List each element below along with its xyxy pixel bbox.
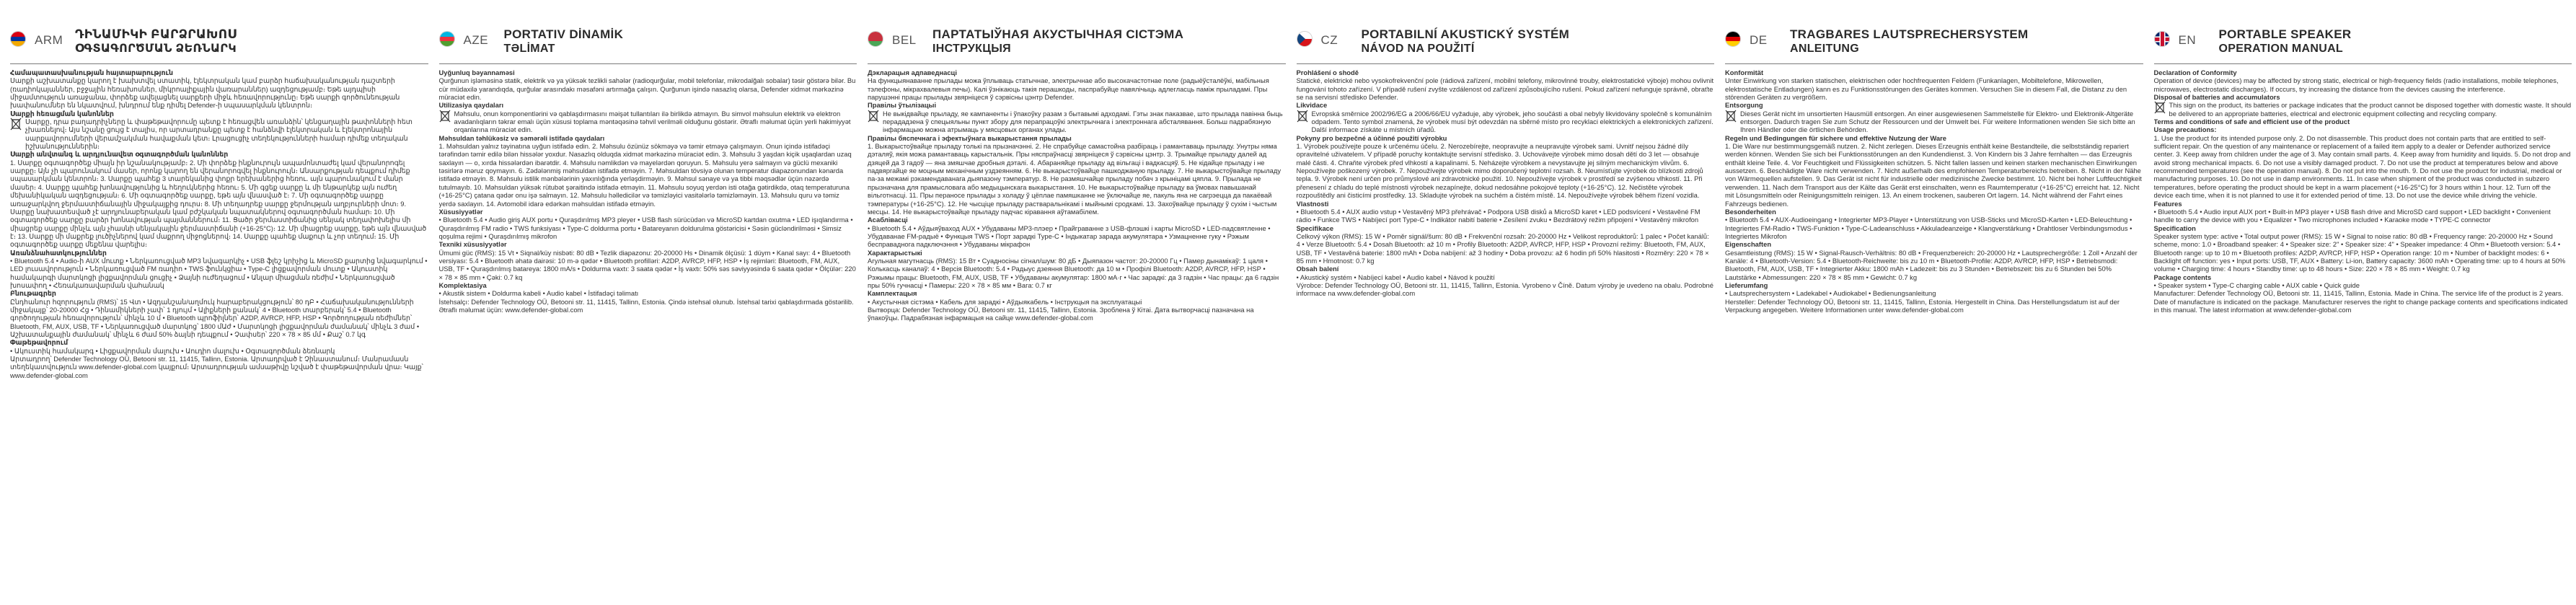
section-heading: Камплектацыя [868, 289, 917, 298]
manual-subtitle: ՕԳՏԱԳՈՐԾՄԱՆ ՁԵՌՆԱՐԿ [75, 43, 237, 55]
header-divider [10, 63, 428, 64]
paragraph: 1. Սարքը օգտագործեք միայն իր նշանակությամբ։ 2. Մի փորձեք ինքնուրույն ապամոնտաժել կամ վերանորոգել սարքը։ Այն չի պարունակում մասեր, որոնք կարող են վերանորոգվել ինքնուրույն։ Անսարքության դեպքում դիմեք սպասարկման կենտրոն։ 3. Սարքը պահեք 3 տարեկանից փոքր երեխաներից հեռու․ այն պարունակում է մանր մասեր։ 4. Սարքը պահեք խոնավությունից և հեղուկներից հեռու։ 5. Մի գցեք սարքը և մի ենթարկեք այն ուժեղ մեխանիկական ազդեցության։ 6. Մի օգտագործեք սարքը, եթե այն վնասված է։ 7. Մի օգտագործեք սարքը առաջարկվող ջերմաստիճանային միջակայքից դուրս։ 8. Մի տեղադրեք սարքը ջերմության աղբյուրների մոտ։ 9. Սարքը նախատեսված չէ արդյունաբերական կամ բժշկական նպատակներով օգտագործման համար։ 10. Մի օգտագործեք սարքը բարձր խոնավության պայմաններում։ 11. Ցածր ջերմաստիճանից սենյակ տեղափոխելիս մի միացրեք սարքը մինչև այն չհասնի սենյակային ջերմաստիճանի (+16-25°C)։ 12. Մի միացրեք սարքը, եթե այն վնասված է։ 13. Սարքը մի մաքրեք լուծիչներով կամ մաքրող միջոցներով։ 14. Սարքը պահեք մաքուր և չոր տեղում։ 15. Մի օգտագործեք սարքը մեքենա վարելիս։ [10, 158, 427, 249]
language-column-en [2154, 27, 2572, 604]
section-heading: Pokyny pro bezpečné a účinné použití výrobku [1296, 133, 1447, 142]
section-heading: Specifikace [1296, 224, 1334, 232]
header-divider [1297, 63, 1715, 64]
section-heading: Асаблівасці [868, 216, 908, 224]
flag-icon [10, 31, 26, 47]
title-block [75, 27, 237, 56]
paragraph: • Speaker system • Type-C charging cable • AUX cable • Quick guide [2153, 281, 2360, 289]
section-heading: Правілы ўтылізацыі [868, 101, 937, 110]
title-block [2219, 27, 2352, 56]
disposal-text: Dieses Gerät nicht im unsortierten Hausmüll entsorgen. An einer ausgewiesenen Sammelstelle für Elektro- und Elektronik-Altgeräte entsorgen. Dadurch tragen Sie zum Schutz der Ressourcen und der Umwelt bei. Für weitere Informationen wenden Sie sich bitte an Ihren Händler oder die örtlichen Behörden. [1740, 109, 2135, 134]
paragraph: 1. Výrobek používejte pouze k určenému účelu. 2. Nerozebírejte, neopravujte a neupravujte výrobek sami. Uvnitř nejsou žádné díly opravitelné uživatelem. V případě poruchy kontaktujte servisní středisko. 3. Uchovávejte výrobek mimo dosah dětí do 3 let — obsahuje malé části. 4. Chraňte výrobek před vlhkostí a kapalinami. 5. Neházejte výrobkem a nevystavujte jej silným mechanickým vlivům. 6. Nepoužívejte poškozený výrobek. 7. Nepoužívejte výrobek mimo doporučený teplotní rozsah. 8. Neumísťujte výrobek do blízkosti zdrojů tepla. 9. Výrobek není určen pro průmyslové ani zdravotnické použití. 10. Nepoužívejte výrobek v prostředí se zvýšenou vlhkostí. 11. Při přenesení z chladu do teplé místnosti výrobek nezapínejte, dokud nedosáhne pokojové teploty (+16-25°C). 12. Nečistěte výrobek rozpouštědly ani čisticími prostředky. 13. Skladujte výrobek na suchém a čistém místě. 14. Nepoužívejte výrobek během řízení vozidla. [1296, 142, 1703, 200]
disposal-notice [1725, 110, 2143, 134]
section-heading: Utilizasiya qaydaları [438, 101, 504, 110]
product-title: PORTABLE SPEAKER [2218, 27, 2352, 41]
paragraph: • Bluetooth 5.4 • Audio input AUX port • Built-in MP3 player • USB flash drive and MicroSD card support • LED backlight • Convenient handle to carry the device with you • Equalizer • Two microphones included • Karaoke mode • TYPE-C connector [2153, 207, 2551, 224]
paragraph: • Акустычная сістэма • Кабель для зарадкі • Аўдыякабель • Інструкцыя па эксплуатацыі [868, 297, 1142, 306]
paragraph: Operation of device (devices) may be affected by strong static, electrical or high-frequency fields (radio installations, mobile telephones, microwaves, electrostatic discharges). If occurs, try increasing the distance from the devices causing the interference. [2153, 76, 2559, 93]
disposal-text: This sign on the product, its batteries or package indicates that the product cannot be disposed together with domestic waste. It should be delivered to an appropriate batteries, electrical and electronic equipment collecting and recycling company. [2169, 101, 2572, 118]
section-heading: Komplektasiya [438, 281, 487, 289]
section-heading: Besonderheiten [1725, 207, 1776, 216]
paragraph: Արտադրող՝ Defender Technology OÜ, Betooni str. 11, 11415, Tallinn, Estonia. Արտադրված է Չինաստանում։ Մանրամասն տեղեկատվություն www.defender-global.com կայքում։ Արտադրության ամսաթիվը նշված է փաթեթավորման վրա։ Կայք՝ www.defender-global.com [10, 355, 423, 379]
section-heading: Prohlášení o shodě [1296, 69, 1359, 76]
column-header [1297, 27, 1715, 63]
manual-subtitle: ІНСТРУКЦЫЯ [932, 43, 1011, 55]
title-block [932, 27, 1183, 56]
disposal-text: Не выкідвайце прыладу, яе кампаненты і ўпакоўку разам з бытавымі адходамі. Гэты знак паказвае, што прылада павінна быць перададзена ў спецыяльны пункт збору для перапрацоўкі электрычнага і электроннага абсталявання. Больш падрабязную інфармацыю можна атрымаць у мясцовых органах улады. [883, 109, 1283, 134]
flag-icon [2154, 31, 2170, 47]
product-title: ПАРТАТЫЎНАЯ АКУСТЫЧНАЯ СІСТЭМА [932, 27, 1184, 41]
manual-body [868, 69, 1286, 322]
paragraph: Celkový výkon (RMS): 15 W • Poměr signál/šum: 80 dB • Frekvenční rozsah: 20-20000 Hz • Velikost reproduktorů: 1 palec • Počet kanálů: 4 • Verze Bluetooth: 5.4 • Dosah Bluetooth: až 10 m • Profily Bluetooth: A2DP, AVRCP, HFP, HSP • Provozní režimy: Bluetooth, FM, AUX, USB, TF • Vestavěná baterie: 1800 mAh • Doba nabíjení: až 3 hodiny • Doba provozu: až 6 hodin při 50% hlasitosti • Rozměry: 220 × 78 × 85 mm • Hmotnost: 0.7 kg [1296, 231, 1709, 265]
column-header [868, 27, 1286, 63]
title-block [1362, 27, 1570, 56]
paragraph: • Bluetooth 5.4 • AUX audio vstup • Vestavěný MP3 přehrávač • Podpora USB disků a MicroSD karet • LED podsvícení • Vestavěné FM rádio • Funkce TWS • Nabíjecí port Type-C • Indikátor nabití baterie • Zesílení zvuku • Bezdrátový režim připojení • Vestavěný mikrofon [1296, 207, 1701, 224]
product-title: PORTABILNÍ AKUSTICKÝ SYSTÉM [1361, 27, 1570, 41]
column-header [439, 27, 857, 63]
column-header [2154, 27, 2572, 63]
paragraph: • Bluetooth 5.4 • AUX-Audioeingang • Integrierter MP3-Player • Unterstützung von USB-Sticks und MicroSD-Karten • LED-Beleuchtung • Integriertes FM-Radio • TWS-Funktion • Type-C-Ladeanschluss • Akkuladeanzeige • Klangverstärkung • Drahtloser Verbindungsmodus • Integriertes Mikrofon [1725, 216, 2132, 240]
section-heading: Առանձնահատկություններ [10, 248, 107, 257]
section-heading: Obsah balení [1296, 265, 1339, 273]
paragraph: Speaker system type: active • Total output power (RMS): 15 W • Signal to noise ratio: 80 dB • Frequency range: 20-20000 Hz • Sound scheme, mono: 1.0 • Broadband speaker: 4 • Speaker size: 2" • Speaker size: 4" • Speaker impedance: 4 Ohm • Bluetooth version: 5.4 • Bluetooth range: up to 10 m • Bluetooth profiles: A2DP, AVRCP, HFP, HSP • Operation range: 10 m • Number of backlight modes: 6 • Backlight off function: yes • Input ports: USB, TF, AUX • Battery: Li-ion, Battery capacity: 3600 mAh • Operating time: up to 4 hours at 50% volume • Charging time: 4 hours • Standby time: up to 48 hours • Size: 220 × 78 × 85 mm • Weight: 0.7 kg [2153, 231, 2566, 273]
section-heading: Xüsusiyyətlər [438, 207, 483, 216]
paragraph: Вытворца: Defender Technology OÜ, Betooni str. 11, 11415, Tallinn, Estonia. Зроблена ў Кітаі. Дата вытворчасці пазначана на ўпакоўцы. Падрабязная інфармацыя на сайце www.defender-global.com [868, 305, 1254, 322]
crossed-bin-icon [10, 118, 22, 131]
paragraph: Hersteller: Defender Technology OÜ, Betooni str. 11, 11415, Tallinn, Estonia. Hergestellt in China. Das Herstellungsdatum ist auf der Verpackung angegeben. Weitere Informationen unter www.defender-global.com [1725, 297, 2120, 314]
manual-subtitle: TƏLİMAT [503, 43, 555, 55]
paragraph: • Akustický systém • Nabíjecí kabel • Audio kabel • Návod k použití [1296, 273, 1495, 281]
title-block [1790, 27, 2028, 56]
paragraph: Qurğunun işləməsinə statik, elektrik və ya yüksək tezlikli sahələr (radioqurğular, mobil telefonlar, mikrodalğalı sobalar) təsir göstərə bilər. Bu cür müdaxilə yarandıqda, qurğular arasındakı məsafəni artırmağa çalışın. Qurğunun işində nasazlıq olarsa, Defender xidmət mərkəzinə müraciət edin. [438, 76, 856, 102]
column-header [1725, 27, 2143, 63]
column-header [10, 27, 428, 63]
section-heading: Vlastnosti [1296, 199, 1329, 208]
section-heading: Texniki xüsusiyyətlər [438, 240, 507, 249]
language-code: CZ [1320, 33, 1338, 47]
language-code: EN [2178, 33, 2197, 47]
header-divider [2154, 63, 2572, 64]
paragraph: На функцыянаванне прылады можа ўплываць статычнае, электрычнае або высокачастотнае поле (радыёўсталёўкі, мабільныя тэлефоны, мікрахвалевыя печы). Калі ўзнікаюць такія перашкоды, паспрабуйце павялічыць адлегласць паміж прыладамі. Пры парушэнні працы прылады звярніцеся ў сэрвісны цэнтр Defender. [868, 76, 1269, 102]
paragraph: Unter Einwirkung von starken statischen, elektrischen oder hochfrequenten Feldern (Funkanlagen, Mobiltelefone, Mikrowellen, elektrostatische Entladungen) kann es zu Funktionsstörungen des Gerätes kommen. Versuchen Sie in diesem Fall, die Distanz zu den störenden Geräten zu vergrößern. [1725, 76, 2127, 102]
section-heading: Declaration of Conformity [2153, 69, 2237, 76]
section-heading: Regeln und Bedingungen für sichere und effektive Nutzung der Ware [1725, 133, 1946, 142]
section-heading: Սարքի հեռացման կանոններ [10, 109, 114, 118]
section-heading: Lieferumfang [1725, 281, 1768, 289]
crossed-bin-icon [1297, 110, 1308, 123]
header-divider [439, 63, 857, 64]
flag-icon [1725, 31, 1741, 47]
paragraph: 1. Die Ware nur bestimmungsgemäß nutzen. 2. Nicht zerlegen. Dieses Erzeugnis enthält keine Bestandteile, die selbstständig repariert werden können. Wenden Sie sich bei Funktionsstörungen an den Kundendienst. 3. Von Kindern bis 3 Jahre fernhalten — das Erzeugnis enthält kleine Teile. 4. Vor Feuchtigkeit und Flüssigkeiten schützen. 5. Nicht fallen lassen und keinen starken mechanischen Einwirkungen aussetzen. 6. Beschädigte Ware nicht verwenden. 7. Nicht außerhalb des empfohlenen Temperaturbereichs betreiben. 8. Nicht in der Nähe von Wärmequellen aufstellen. 9. Das Gerät ist nicht für industrielle oder medizinische Zwecke bestimmt. 10. Nicht bei hoher Luftfeuchtigkeit verwenden. 11. Nach dem Transport aus der Kälte das Gerät erst einschalten, wenn es Raumtemperatur (+16-25°C) erreicht hat. 12. Nicht mit Lösungsmitteln oder Reinigungsmitteln reinigen. 13. An einem trockenen, sauberen Ort lagern. 14. Nicht während der Fahrt eines Fahrzeugs bedienen. [1725, 142, 2142, 208]
paragraph: • Bluetooth 5.4 • Аўдыяўваход AUX • Убудаваны MP3-плэер • Прайграванне з USB-флэшкі і карты MicroSD • LED-падсвятленне • Убудаванае FM-радыё • Функцыя TWS • Порт зарадкі Type-C • Індыкатар зарада акумулятара • Узмацненне гуку • Рэжым бесправаднога падключэння • Убудаваны мікрафон [868, 224, 1271, 249]
section-heading: Terms and conditions of safe and efficient use of the product [2153, 118, 2350, 126]
section-heading: Entsorgung [1725, 101, 1763, 110]
paragraph: Ümumi güc (RMS): 15 Vt • Siqnal/küy nisbəti: 80 dB • Tezlik diapazonu: 20-20000 Hs • Dinamik ölçüsü: 1 düym • Kanal sayı: 4 • Bluetooth versiyası: 5.4 • Bluetooth əhatə dairəsi: 10 m-ə qədər • Bluetooth profilləri: A2DP, AVRCP, HFP, HSP • İş rejimləri: Bluetooth, FM, AUX, USB, TF • Quraşdırılmış batareya: 1800 mA/s • Doldurma vaxtı: 3 saata qədər • İş vaxtı: 50% səs səviyyəsində 6 saata qədər • Ölçülər: 220 × 78 × 85 mm • Çəki: 0.7 kq [438, 248, 856, 281]
manual-body [1297, 69, 1715, 298]
language-column-aze [439, 27, 857, 604]
disposal-notice [10, 118, 428, 150]
section-heading: Usage precautions: [2153, 125, 2217, 134]
manual-subtitle: NÁVOD NA POUŽITÍ [1361, 43, 1475, 55]
paragraph: • Bluetooth 5.4 • Audio-ի AUX մուտք • Ներկառուցված MP3 նվագարկիչ • USB ֆլեշ կրիչից և MicroSD քարտից նվագարկում • LED լուսավորություն • Ներկառուցված FM ռադիո • TWS ֆունկցիա • Type-C լիցքավորման մուտք • Ակուստիկ համակարգի մարտկոցի լիցքավորման ցուցիչ • Ձայնի ուժեղացում • Անլար միացման ռեժիմ • Ներկառուցված խոսափող • Հեռակառավարման վահանակ [10, 256, 428, 289]
manual-subtitle: OPERATION MANUAL [2218, 43, 2343, 55]
paragraph: Агульная магутнасць (RMS): 15 Вт • Суадносіны сігнал/шум: 80 дБ • Дыяпазон частот: 20-20000 Гц • Памер дынамікаў: 1 цаля • Колькасць каналаў: 4 • Версія Bluetooth: 5.4 • Радыус дзеяння Bluetooth: да 10 м • Профілі Bluetooth: A2DP, AVRCP, HFP, HSP • Рэжымы працы: Bluetooth, FM, AUX, USB, TF • Убудаваны акумулятар: 1800 мА·г • Час зарадкі: да 3 гадзін • Час працы: да 6 гадзін пры 50% гучнасці • Памеры: 220 × 78 × 85 мм • Вага: 0.7 кг [868, 256, 1279, 289]
section-heading: Սարքի անվտանգ և արդյունավետ օգտագործման կանոններ [10, 150, 229, 159]
section-heading: Uyğunluq bəyannaməsi [438, 69, 515, 76]
section-heading: Дэкларацыя адпаведнасці [868, 69, 957, 76]
paragraph: İstehsalçı: Defender Technology OÜ, Betooni str. 11, 11415, Tallinn, Estonia. Çində istehsal olunub. İstehsal tarixi qablaşdırmada göstərilib. Ətraflı məlumat üçün: www.defender-global.com [438, 297, 854, 314]
section-heading: Likvidace [1296, 101, 1328, 110]
flag-icon [1297, 31, 1313, 47]
language-column-bel [868, 27, 1286, 604]
manual-body [1725, 69, 2143, 314]
crossed-bin-icon [868, 110, 879, 123]
disposal-text: Evropská směrnice 2002/96/EG a 2006/66/EU vyžaduje, aby výrobek, jeho součásti a obal nebyly likvidovány společně s komunálním odpadem. Tento symbol znamená, že výrobek musí být odevzdán na sběrné místo pro recyklaci elektrických a elektronických zařízení. Další informace získáte u místních úřadů. [1311, 109, 1713, 134]
product-title: PORTATIV DİNAMİK [503, 27, 624, 41]
section-heading: Характарыстыкі [868, 248, 922, 257]
paragraph: Statické, elektrické nebo vysokofrekvenční pole (rádiová zařízení, mobilní telefony, mikrovlnné trouby, elektrostatické výboje) mohou ovlivnit fungování tohoto zařízení. V případě rušení zvyšte vzdálenost od zařízení způsobujícího rušení. Pokud zařízení nefunguje správně, obraťte se na servisní středisko Defender. [1296, 76, 1714, 102]
header-divider [1725, 63, 2143, 64]
paragraph: Výrobce: Defender Technology OÜ, Betooni str. 11, 11415, Tallinn, Estonia. Vyrobeno v Číně. Datum výroby je uvedeno na obalu. Podrobné informace na www.defender-global.com [1296, 281, 1713, 298]
section-heading: Məhsuldan təhlükəsiz və səmərəli istifadə qaydaları [438, 133, 605, 142]
section-heading: Package contents [2153, 273, 2212, 281]
disposal-notice [2154, 101, 2572, 118]
section-heading: Specification [2153, 224, 2196, 232]
paragraph: Manufacturer: Defender Technology OÜ, Betooni str. 11, 11415, Tallinn, Estonia. Made in China. The service life of the product is 2 years. Date of manufacture is indicated on the package. Manufacturer reserves the right to change package contents and specifications indicated in this manual. The latest information at www.defender-global.com [2153, 289, 2568, 314]
language-column-de [1725, 27, 2143, 604]
crossed-bin-icon [439, 110, 451, 123]
disposal-notice [1297, 110, 1715, 134]
paragraph: 1. Use the product for its intended purpose only. 2. Do not disassemble. This product does not contain parts that are entitled to self-sufficient repair. On the question of any maintenance or replacement of a failed item apply to a dealer or Defender authorized service center. 3. Keep away from children under the age of 3. May contain small parts. 4. Keep away from humidity and liquids. 5. Do not drop and avoid strong mechanical impacts. 6. Do not use a visibly damaged product. 7. Do not use the product at temperatures below and above recommended temperatures (see the operation manual). 8. Do not put into the mouth. 9. Do not use the product for industrial, medical or manufacturing purposes. 10. Do not use in damp environments. 11. In case when shipment of the product was conducted in subzero temperatures, before operating the product should be kept in a warm placement (+16-25°C) for 3 hours within 1 hour. 12. Turn off the device each time, when it is not planned to use it for extended period of time. 13. Do not use the device while driving the vehicle. [2153, 133, 2571, 200]
paragraph: • Lautsprechersystem • Ladekabel • Audiokabel • Bedienungsanleitung [1725, 289, 1936, 298]
manual-subtitle: ANLEITUNG [1790, 43, 1860, 55]
crossed-bin-icon [2154, 101, 2166, 114]
flag-icon [439, 31, 455, 47]
section-heading: Համապատասխանության հայտարարություն [10, 69, 174, 76]
paragraph: • Bluetooth 5.4 • Audio giriş AUX portu • Quraşdırılmış MP3 pleyer • USB flash sürücüdən və MicroSD kartdan oxutma • LED işıqlandırma • Quraşdırılmış FM radio • TWS funksiyası • Type-C doldurma portu • Batareyanın doldurulma göstəricisi • Səsin gücləndirilməsi • Simsiz qoşulma rejimi • Quraşdırılmış mikrofon [438, 216, 853, 240]
language-code: AZE [463, 33, 489, 47]
flag-icon [868, 31, 883, 47]
header-divider [868, 63, 1286, 64]
language-code: BEL [892, 33, 917, 47]
paragraph: • Ակուստիկ համակարգ • Լիցքավորման մալուխ • Աուդիո մալուխ • Օգտագործման ձեռնարկ [10, 346, 335, 355]
disposal-notice [868, 110, 1286, 134]
manual-body [10, 69, 428, 379]
section-heading: Բնութագրեր [10, 289, 56, 298]
crossed-bin-icon [1725, 110, 1737, 123]
section-heading: Eigenschaften [1725, 240, 1772, 249]
manual-body [439, 69, 857, 314]
manual-body [2154, 69, 2572, 314]
section-heading: Փաթեթավորում [10, 338, 69, 347]
language-column-arm [10, 27, 428, 604]
language-code: ARM [35, 33, 63, 47]
product-title: ԴԻՆԱՄԻԿԻ ԲԱՐՁՐԱԽՈՍ [75, 27, 237, 41]
paragraph: • Akustik sistem • Doldurma kabeli • Audio kabel • İstifadəçi təlimatı [438, 289, 639, 298]
section-heading: Disposal of batteries and accumulators [2153, 93, 2280, 102]
disposal-text: Սարքը, դրա բաղադրիչները և փաթեթավորումը պետք է հեռացվեն առանձին՝ կենցաղային թափոնների հետ չխառնելով։ Այս նշանը ցույց է տալիս, որ արտադրանքը պետք է հանձնվի էլեկտրական և էլեկտրոնային սարքավորումների վերամշակման հավաքման կետ։ Լրացուցիչ տեղեկությունների համար դիմեք տեղական իշխանություններին։ [25, 118, 413, 151]
product-title: TRAGBARES LAUTSPRECHERSYSTEM [1790, 27, 2029, 41]
section-heading: Правілы бяспечнага і эфектыўнага выкарыстання прылады [868, 133, 1072, 142]
paragraph: 1. Выкарыстоўвайце прыладу толькі па прызначэнні. 2. Не спрабуйце самастойна разбіраць і рамантаваць прыладу. Унутры няма дэталяў, якія можа рамантаваць карыстальнік. Пры няспраўнасці звярніцеся ў сэрвісны цэнтр. 3. Трымайце прыладу далей ад дзяцей да 3 гадоў — яна змяшчае дробныя дэталі. 4. Абараняйце прыладу ад вільгаці і вадкасцяў. 5. Не кідайце прыладу і не падвяргайце яе моцным механічным уздзеянням. 6. Не выкарыстоўвайце пашкоджаную прыладу. 7. Не выкарыстоўвайце прыладу па-за межамі рэкамендаванага дыяпазону тэмператур. 8. Не размяшчайце прыладу побач з крыніцамі цяпла. 9. Прылада не прызначана для прамысловага або медыцынскага выкарыстання. 10. Не выкарыстоўвайце прыладу ва ўмовах павышанай вільготнасці. 11. Пры пераносе прылады з холаду ў цёплае памяшканне не ўключайце яе, пакуль яна не сагрэецца да пакаёвай тэмпературы (+16-25°C). 12. Не чысціце прыладу растваральнікамі і мыйнымі сродкамі. 13. Захоўвайце прыладу ў сухім і чыстым месцы. 14. Не выкарыстоўвайце прыладу падчас кіравання аўтамабілем. [868, 142, 1282, 216]
disposal-text: Məhsulu, onun komponentlərini və qablaşdırmasını məişət tullantıları ilə birlikdə atmayın. Bu simvol məhsulun elektrik və elektron avadanlıqların təkrar emalı üçün xüsusi toplama məntəqəsinə təhvil verilməli olduğunu göstərir. Ətraflı məlumat üçün yerli hakimiyyət orqanlarına müraciət edin. [454, 109, 851, 134]
paragraph: Gesamtleistung (RMS): 15 W • Signal-Rausch-Verhältnis: 80 dB • Frequenzbereich: 20-20000 Hz • Lautsprechergröße: 1 Zoll • Anzahl der Kanäle: 4 • Bluetooth-Version: 5.4 • Bluetooth-Reichweite: bis zu 10 m • Bluetooth-Profile: A2DP, AVRCP, HFP, HSP • Betriebsmodi: Bluetooth, FM, AUX, USB, TF • Integrierter Akku: 1800 mAh • Ladezeit: bis zu 3 Stunden • Betriebszeit: bis zu 6 Stunden bei 50% Lautstärke • Abmessungen: 220 × 78 × 85 mm • Gewicht: 0.7 kg [1725, 248, 2138, 281]
language-column-cz [1297, 27, 1715, 604]
disposal-notice [439, 110, 857, 134]
paragraph: 1. Məhsuldan yalnız təyinatına uyğun istifadə edin. 2. Məhsulu özünüz sökməyə və təmir etməyə çalışmayın. Onun içində istifadəçi tərəfindən təmir edilə bilən hissələr yoxdur. Nasazlıq olduqda xidmət mərkəzinə müraciət edin. 3. Məhsulu 3 yaşdan kiçik uşaqlardan uzaq saxlayın — o, xırda hissələrdən ibarətdir. 4. Məhsulu nəmlikdən və mayelərdən qoruyun. 5. Məhsulu yerə salmayın və güclü mexaniki təsirlərə məruz qoymayın. 6. Zədələnmiş məhsuldan istifadə etməyin. 7. Məhsuldan tövsiyə olunan temperatur diapazonundan kənarda istifadə etməyin. 8. Məhsulu istilik mənbələrinin yaxınlığında yerləşdirməyin. 9. Məhsul sənaye və ya tibbi məqsədlər üçün nəzərdə tutulmayıb. 10. Məhsuldan yüksək rütubət şəraitində istifadə etməyin. 11. Məhsulu soyuq yerdən isti otağa gətirdikdə, otaq temperaturuna (+16-25°C) çatana qədər onu işə salmayın. 12. Məhsulu həlledicilər və təmizləyici vasitələrlə təmizləməyin. 13. Məhsulu quru və təmiz yerdə saxlayın. 14. Avtomobil idarə edərkən məhsuldan istifadə etməyin. [438, 142, 852, 208]
section-heading: Features [2153, 199, 2182, 208]
language-code: DE [1750, 33, 1768, 47]
paragraph: Ընդհանուր հզորություն (RMS)՝ 15 Վտ • Ազդանշան/աղմուկ հարաբերակցություն՝ 80 դԲ • Հաճախականությունների միջակայք՝ 20-20000 Հց • Դինամիկների չափ՝ 1 դյույմ • Ալիքների քանակ՝ 4 • Bluetooth տարբերակ՝ 5.4 • Bluetooth գործողության հեռավորություն՝ մինչև 10 մ • Bluetooth պրոֆիլներ՝ A2DP, AVRCP, HFP, HSP • Գործողության ռեժիմներ՝ Bluetooth, FM, AUX, USB, TF • Ներկառուցված մարտկոց՝ 1800 մԱժ • Մարտկոցի լիցքավորման ժամանակ՝ մինչև 3 ժամ • Աշխատանքային ժամանակ՝ մինչև 6 ժամ 50% ձայնի դեպքում • Չափսեր՝ 220 × 78 × 85 մմ • Քաշ՝ 0.7 կգ [10, 297, 420, 338]
title-block [504, 27, 624, 56]
section-heading: Konformität [1725, 69, 1764, 76]
paragraph: Սարքի աշխատանքը կարող է խախտվել ստատիկ, էլեկտրական կամ բարձր հաճախականության դաշտերի (ռադիոկայաններ, բջջային հեռախոսներ, միկրոալիքային վառարաններ) ազդեցությամբ։ Եթե այդպիսի միջամտություն առաջանա, փորձեք ավելացնել սարքերի միջև հեռավորությունը։ Եթե սարքի գործունեության խափանումներ են նկատվում, խնդրում ենք դիմել Defender-ի սպասարկման կենտրոն։ [10, 76, 400, 110]
